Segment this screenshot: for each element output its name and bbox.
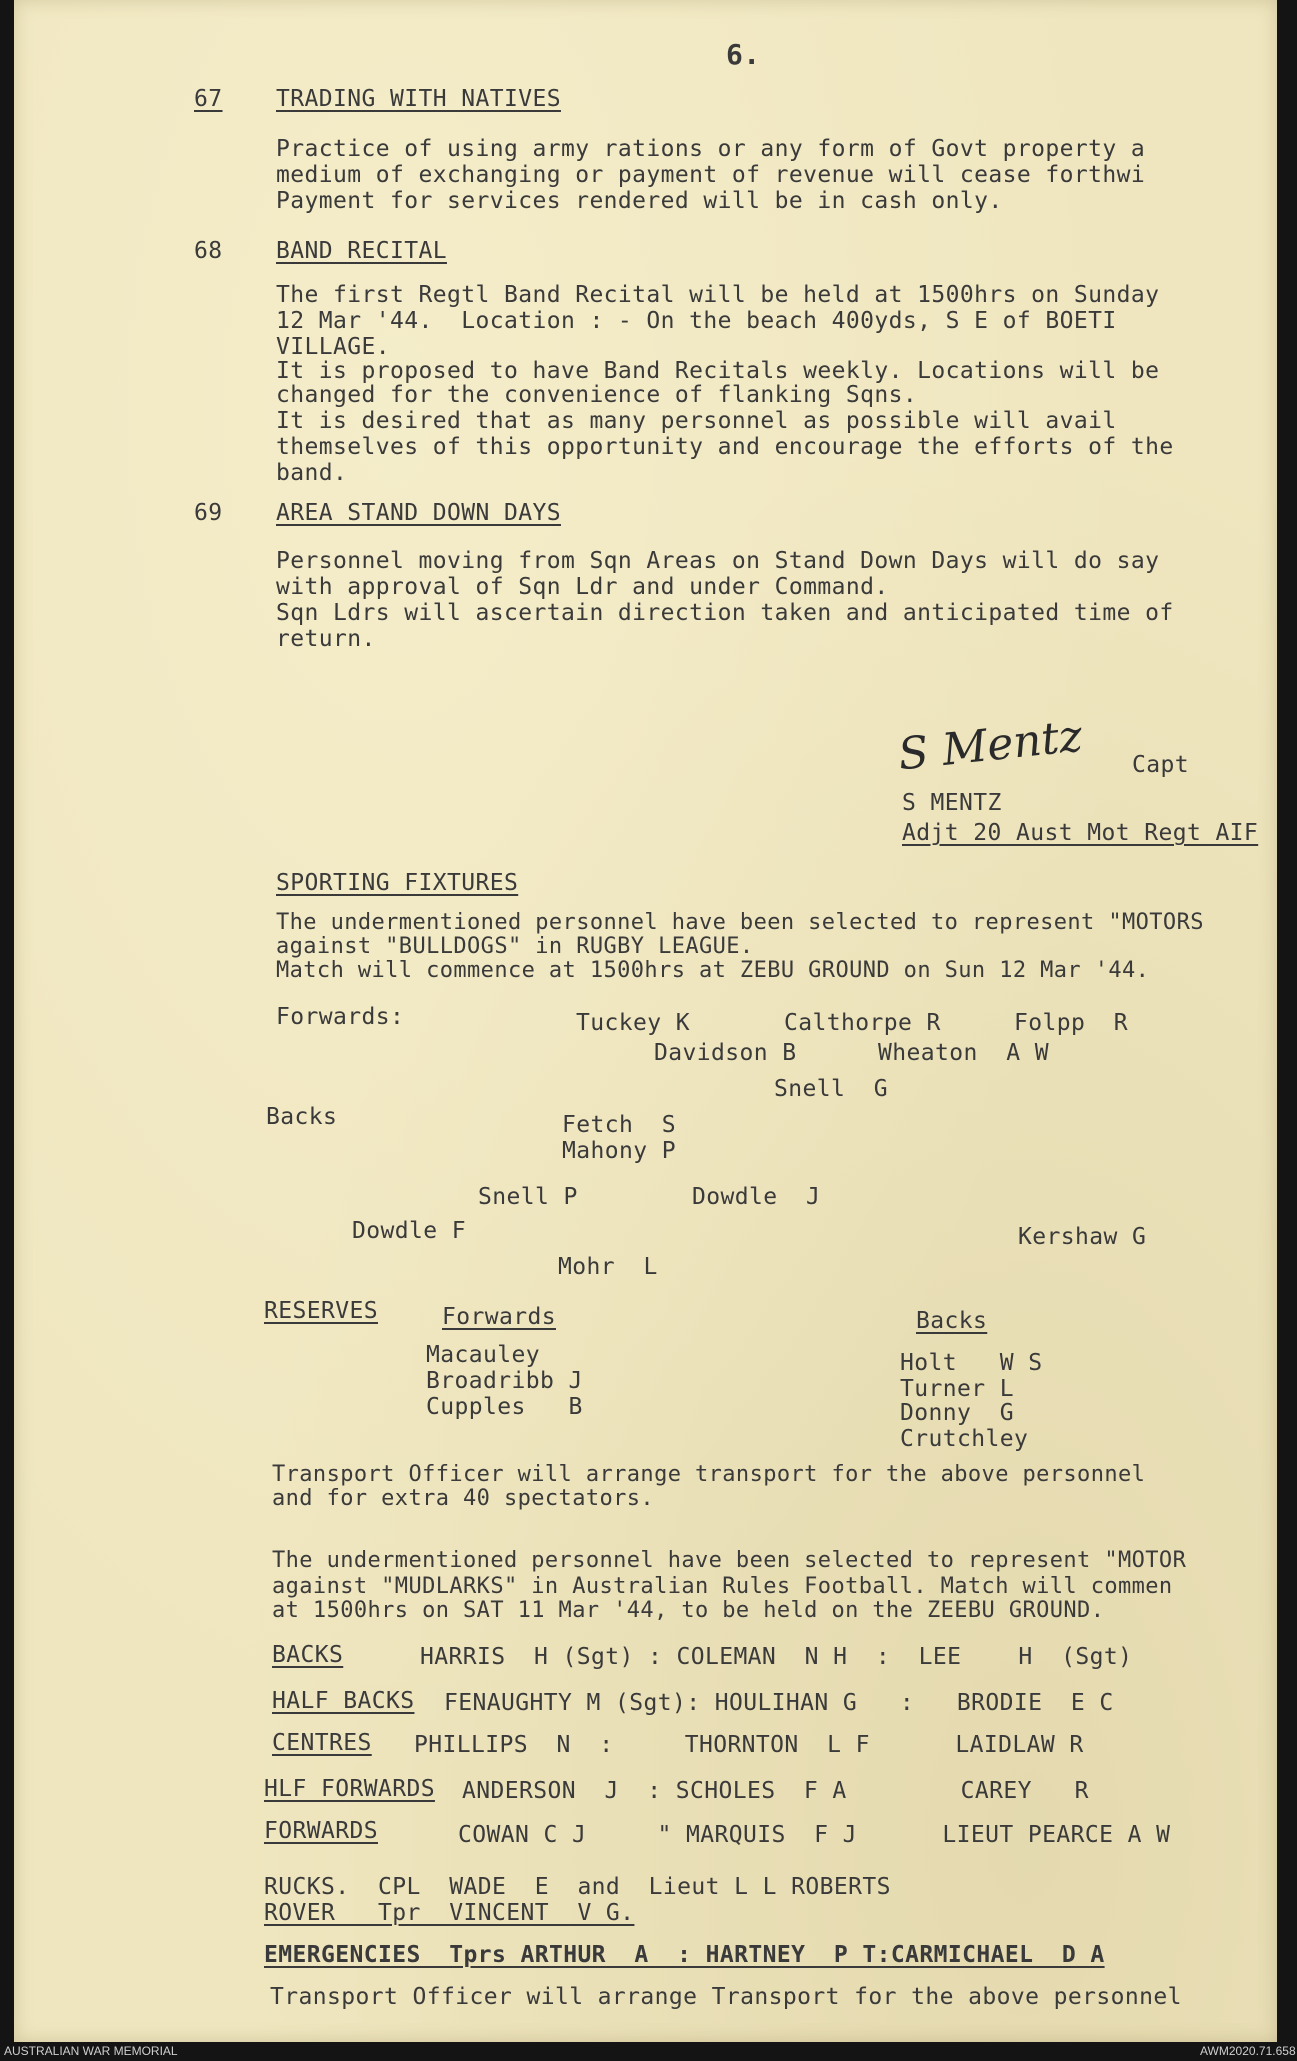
item-68-line-7: themselves of this opportunity and encourage the efforts of the bbox=[276, 434, 1174, 460]
item-68-heading: BAND RECITAL bbox=[276, 238, 447, 264]
signature-name: S MENTZ bbox=[902, 790, 1002, 816]
position-label-centres: CENTRES bbox=[272, 1730, 372, 1756]
page-number-mark: 6. bbox=[726, 38, 761, 71]
position-label-half-forwards: HLF FORWARDS bbox=[264, 1776, 435, 1802]
item-68-line-4: It is proposed to have Band Recitals weekly. Locations will be bbox=[276, 358, 1160, 384]
reserve-back-2: Turner L bbox=[900, 1376, 1014, 1402]
wing-1: Dowdle F bbox=[352, 1218, 466, 1244]
position-players-forwards: COWAN C J " MARQUIS F J LIEUT PEARCE A W bbox=[458, 1822, 1171, 1848]
item-69-line-4: return. bbox=[276, 626, 376, 652]
position-players-half-forwards: ANDERSON J : SCHOLES F A CAREY R bbox=[462, 1778, 1089, 1804]
reserve-back-4: Crutchley bbox=[900, 1426, 1029, 1452]
transport-note-line-2: and for extra 40 spectators. bbox=[272, 1486, 655, 1511]
emergencies-line: EMERGENCIES Tprs ARTHUR A : HARTNEY P T:CARMICHAEL D A bbox=[264, 1942, 1105, 1968]
forward-3: Folpp R bbox=[1014, 1010, 1128, 1036]
item-68-line-3: VILLAGE. bbox=[276, 334, 390, 360]
position-label-half-backs: HALF BACKS bbox=[272, 1688, 415, 1714]
fullback: Mohr L bbox=[558, 1254, 658, 1280]
half-2: Mahony P bbox=[562, 1138, 676, 1164]
reserve-back-1: Holt W S bbox=[900, 1350, 1043, 1376]
item-67-line-3: Payment for services rendered will be in cash only. bbox=[276, 188, 1003, 214]
wing-2: Kershaw G bbox=[1018, 1224, 1147, 1250]
rugby-intro-line-2: against "BULLDOGS" in RUGBY LEAGUE. bbox=[276, 934, 754, 959]
football-intro-line-1: The undermentioned personnel have been selected to represent "MOTOR bbox=[272, 1548, 1187, 1573]
item-67-line-1: Practice of using army rations or any form of Govt property a bbox=[276, 136, 1146, 162]
item-69-line-2: with approval of Sqn Ldr and under Command. bbox=[276, 574, 889, 600]
reserve-forward-2: Broadribb J bbox=[426, 1368, 583, 1394]
item-69-line-1: Personnel moving from Sqn Areas on Stand Down Days will do say bbox=[276, 548, 1160, 574]
sporting-heading: SPORTING FIXTURES bbox=[276, 870, 519, 896]
reserve-forward-3: Cupples B bbox=[426, 1394, 583, 1420]
position-label-forwards: FORWARDS bbox=[264, 1818, 378, 1844]
rugby-intro-line-3: Match will commence at 1500hrs at ZEBU GROUND on Sun 12 Mar '44. bbox=[276, 958, 1150, 983]
document-page bbox=[14, 0, 1277, 2042]
position-label-backs: BACKS bbox=[272, 1642, 344, 1668]
item-69-line-3: Sqn Ldrs will ascertain direction taken and anticipated time of bbox=[276, 600, 1174, 626]
forward-1: Tuckey K bbox=[576, 1010, 690, 1036]
reserves-label: RESERVES bbox=[264, 1298, 378, 1324]
signature-appointment: Adjt 20 Aust Mot Regt AIF bbox=[902, 820, 1259, 846]
rover-line: ROVER Tpr VINCENT V G. bbox=[264, 1900, 635, 1926]
item-69-number: 69 bbox=[194, 500, 223, 526]
item-67-line-2: medium of exchanging or payment of revenue will cease forthwi bbox=[276, 162, 1146, 188]
item-68-number: 68 bbox=[194, 238, 223, 264]
item-68-line-8: band. bbox=[276, 460, 348, 486]
signature-rank: Capt bbox=[1132, 752, 1189, 778]
item-69-heading: AREA STAND DOWN DAYS bbox=[276, 500, 561, 526]
handwritten-signature: S Mentz bbox=[895, 710, 1085, 781]
item-67-number: 67 bbox=[194, 86, 223, 112]
football-intro-line-3: at 1500hrs on SAT 11 Mar '44, to be held on the ZEEBU GROUND. bbox=[272, 1598, 1105, 1623]
item-68-line-2: 12 Mar '44. Location : - On the beach 400yds, S E of BOETI bbox=[276, 308, 1117, 334]
backs-label: Backs bbox=[266, 1104, 338, 1130]
item-68-line-1: The first Regtl Band Recital will be held at 1500hrs on Sunday bbox=[276, 282, 1160, 308]
football-intro-line-2: against "MUDLARKS" in Australian Rules Football. Match will commen bbox=[272, 1574, 1173, 1599]
reserve-forward-1: Macauley bbox=[426, 1342, 540, 1368]
footer-accession-number: AWM2020.71.658 bbox=[1200, 2044, 1296, 2058]
forward-5: Wheaton A W bbox=[878, 1040, 1049, 1066]
closing-transport-line: Transport Officer will arrange Transport for the above personnel bbox=[270, 1984, 1182, 2010]
centre-2: Dowdle J bbox=[692, 1184, 821, 1210]
forwards-label: Forwards: bbox=[276, 1004, 405, 1030]
reserves-backs-label: Backs bbox=[916, 1308, 988, 1334]
centre-1: Snell P bbox=[478, 1184, 578, 1210]
rugby-intro-line-1: The undermentioned personnel have been selected to represent "MOTORS bbox=[276, 910, 1204, 935]
reserves-forwards-label: Forwards bbox=[442, 1304, 556, 1330]
item-67-heading: TRADING WITH NATIVES bbox=[276, 86, 561, 112]
reserve-back-3: Donny G bbox=[900, 1400, 1014, 1426]
item-68-line-6: It is desired that as many personnel as possible will avail bbox=[276, 408, 1117, 434]
position-players-backs: HARRIS H (Sgt) : COLEMAN N H : LEE H (Sgt) bbox=[420, 1644, 1133, 1670]
forward-4: Davidson B bbox=[654, 1040, 797, 1066]
position-players-half-backs: FENAUGHTY M (Sgt): HOULIHAN G : BRODIE E C bbox=[444, 1690, 1114, 1716]
forward-6: Snell G bbox=[774, 1076, 888, 1102]
transport-note-line-1: Transport Officer will arrange transport for the above personnel bbox=[272, 1462, 1146, 1487]
position-players-centres: PHILLIPS N : THORNTON L F LAIDLAW R bbox=[414, 1732, 1084, 1758]
half-1: Fetch S bbox=[562, 1112, 676, 1138]
forward-2: Calthorpe R bbox=[784, 1010, 941, 1036]
rucks-line: RUCKS. CPL WADE E and Lieut L L ROBERTS bbox=[264, 1874, 891, 1900]
item-68-line-5: changed for the convenience of flanking Sqns. bbox=[276, 382, 918, 408]
footer-institution: AUSTRALIAN WAR MEMORIAL bbox=[4, 2044, 178, 2058]
